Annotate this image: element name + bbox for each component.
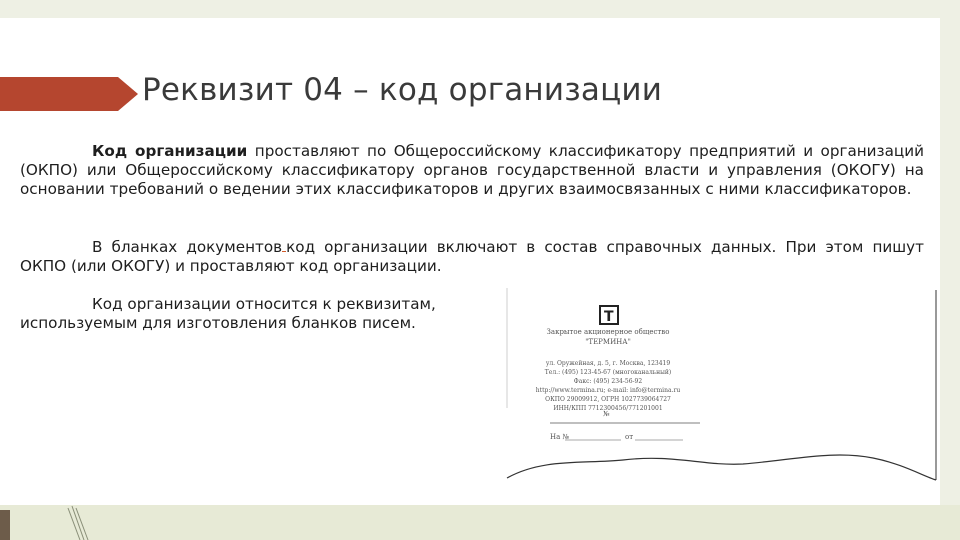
company-logo-icon <box>600 306 618 325</box>
paragraph-1-text: проставляют по Общероссийскому классификатору предприятий и организаций (ОКПО) или Общероссийскому классификатору органов государственной власти и управления (ОКОГУ) на основании требований о ведении этих классификаторов и других взаимосвязанных с ними классификаторов. <box>20 142 925 198</box>
left-corner-mark <box>0 510 10 540</box>
paragraph-2 <box>20 237 924 276</box>
letterhead-no-label: № <box>603 410 610 418</box>
decorative-lines <box>60 500 100 540</box>
paragraph-2-text-b: код организации включают в состав справочных данных. При этом пишут ОКПО (или ОКОГУ) и проставляют код организации. <box>20 238 924 275</box>
bottom-strip <box>0 505 960 540</box>
letterhead-line-3: ул. Оружейная, д. 5, г. Москва, 123419 <box>545 360 671 367</box>
title-accent-bar <box>0 77 138 111</box>
paragraph-3-text: Код организации относится к реквизитам, используемым для изготовления бланков писем. <box>20 295 436 332</box>
paragraph-1 <box>20 142 924 199</box>
slide-title: Реквизит 04 – код организации <box>142 72 663 108</box>
letterhead-line-8: ИНН/КПП 7712300456/771201001 <box>553 405 663 412</box>
term-bold: Код организации <box>92 142 248 160</box>
letterhead-line-1: Закрытое акционерное общество <box>546 328 670 336</box>
letterhead-line-4: Тел.: (495) 123-45-67 (многоканальный) <box>544 369 672 376</box>
letterhead-image <box>503 288 943 488</box>
letterhead-line-7: ОКПО 29009912, ОГРН 1027739064727 <box>545 396 671 403</box>
paragraph-3 <box>20 295 490 333</box>
letterhead-ot-label: от <box>625 433 634 441</box>
paragraph-2-text-a: В бланках документов <box>92 238 283 256</box>
slide <box>0 18 940 505</box>
logo-letter: Т <box>604 309 614 325</box>
letterhead-line-2: "ТЕРМИНА" <box>585 338 631 346</box>
letterhead-na-label: На № <box>550 433 570 441</box>
letterhead-line-5: Факс: (495) 234-56-92 <box>573 378 643 385</box>
letterhead-line-6: http://www.termina.ru; e-mail: info@termina.ru <box>535 387 681 394</box>
